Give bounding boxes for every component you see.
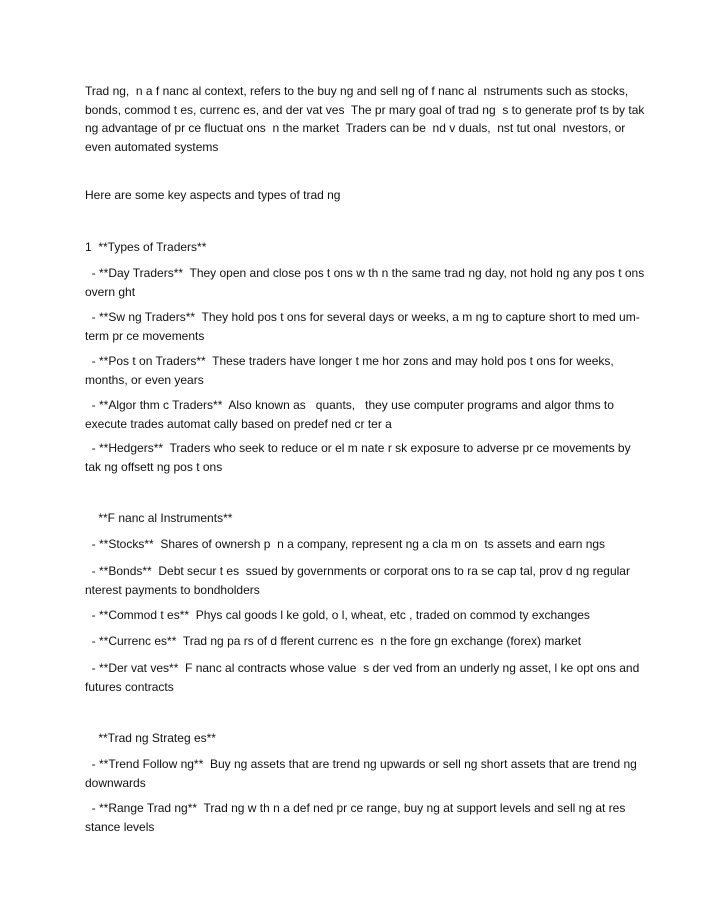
list-item-commodities: - **Commod t es** Phys cal goods l ke gold, o l, wheat, etc , traded on commod ty exchanges [85, 608, 590, 622]
list-item-stocks: - **Stocks** Shares of ownersh p n a company, represent ng a cla m on ts assets and earn ngs [85, 537, 606, 551]
list-item-derivatives: - **Der vat ves** F nanc al contracts whose value s der ved from an underly ng asset, l ke opt ons and futures contracts [85, 661, 643, 694]
list-item-swing-traders: - **Sw ng Traders** They hold pos t ons for several days or weeks, a m ng to capture short to med um-term pr ce movements [85, 310, 640, 343]
list-item-bonds: - **Bonds** Debt secur t es ssued by governments or corporat ons to ra se cap tal, prov d ng regular nterest payments to bondholders [85, 564, 637, 597]
section-heading-trading-strategies: **Trad ng Strateg es** [85, 731, 216, 745]
list-item-algorithmic-traders: - **Algor thm c Traders** Also known as quants, they use computer programs and algor thms to execute trades automat cally based on predef ned cr ter a [85, 398, 618, 431]
intro-paragraph: Trad ng, n a f nanc al context, refers to the buy ng and sell ng of f nanc al nstruments such as stocks, bonds, commod t es, currenc es, and der vat ves The pr mary goal of trad ng s to generate prof ts by tak ng advantage of pr ce fluctuat ons n the market Traders can be nd v duals, nst tut onal nvestors, or even automated systems [85, 84, 648, 154]
section-heading-types-of-traders: 1 **Types of Traders** [85, 240, 207, 254]
section-heading-financial-instruments: **F nanc al Instruments** [85, 511, 233, 525]
list-item-day-traders: - **Day Traders** They open and close pos t ons w th n the same trad ng day, not hold ng any pos t ons overn ght [85, 266, 648, 299]
list-item-position-traders: - **Pos t on Traders** These traders have longer t me hor zons and may hold pos t ons for weeks, months, or even years [85, 354, 618, 387]
list-item-currencies: - **Currenc es** Trad ng pa rs of d fferent currenc es n the fore gn exchange (forex) market [85, 634, 582, 648]
list-item-trend-following: - **Trend Follow ng** Buy ng assets that are trend ng upwards or sell ng short assets that are trend ng downwards [85, 757, 641, 790]
list-item-hedgers: - **Hedgers** Traders who seek to reduce or el m nate r sk exposure to adverse pr ce movements by tak ng offsett ng pos t ons [85, 441, 634, 474]
list-item-range-trading: - **Range Trad ng** Trad ng w th n a def ned pr ce range, buy ng at support levels and sell ng at res stance levels [85, 801, 629, 834]
lead-in-paragraph: Here are some key aspects and types of trad ng [85, 188, 341, 202]
